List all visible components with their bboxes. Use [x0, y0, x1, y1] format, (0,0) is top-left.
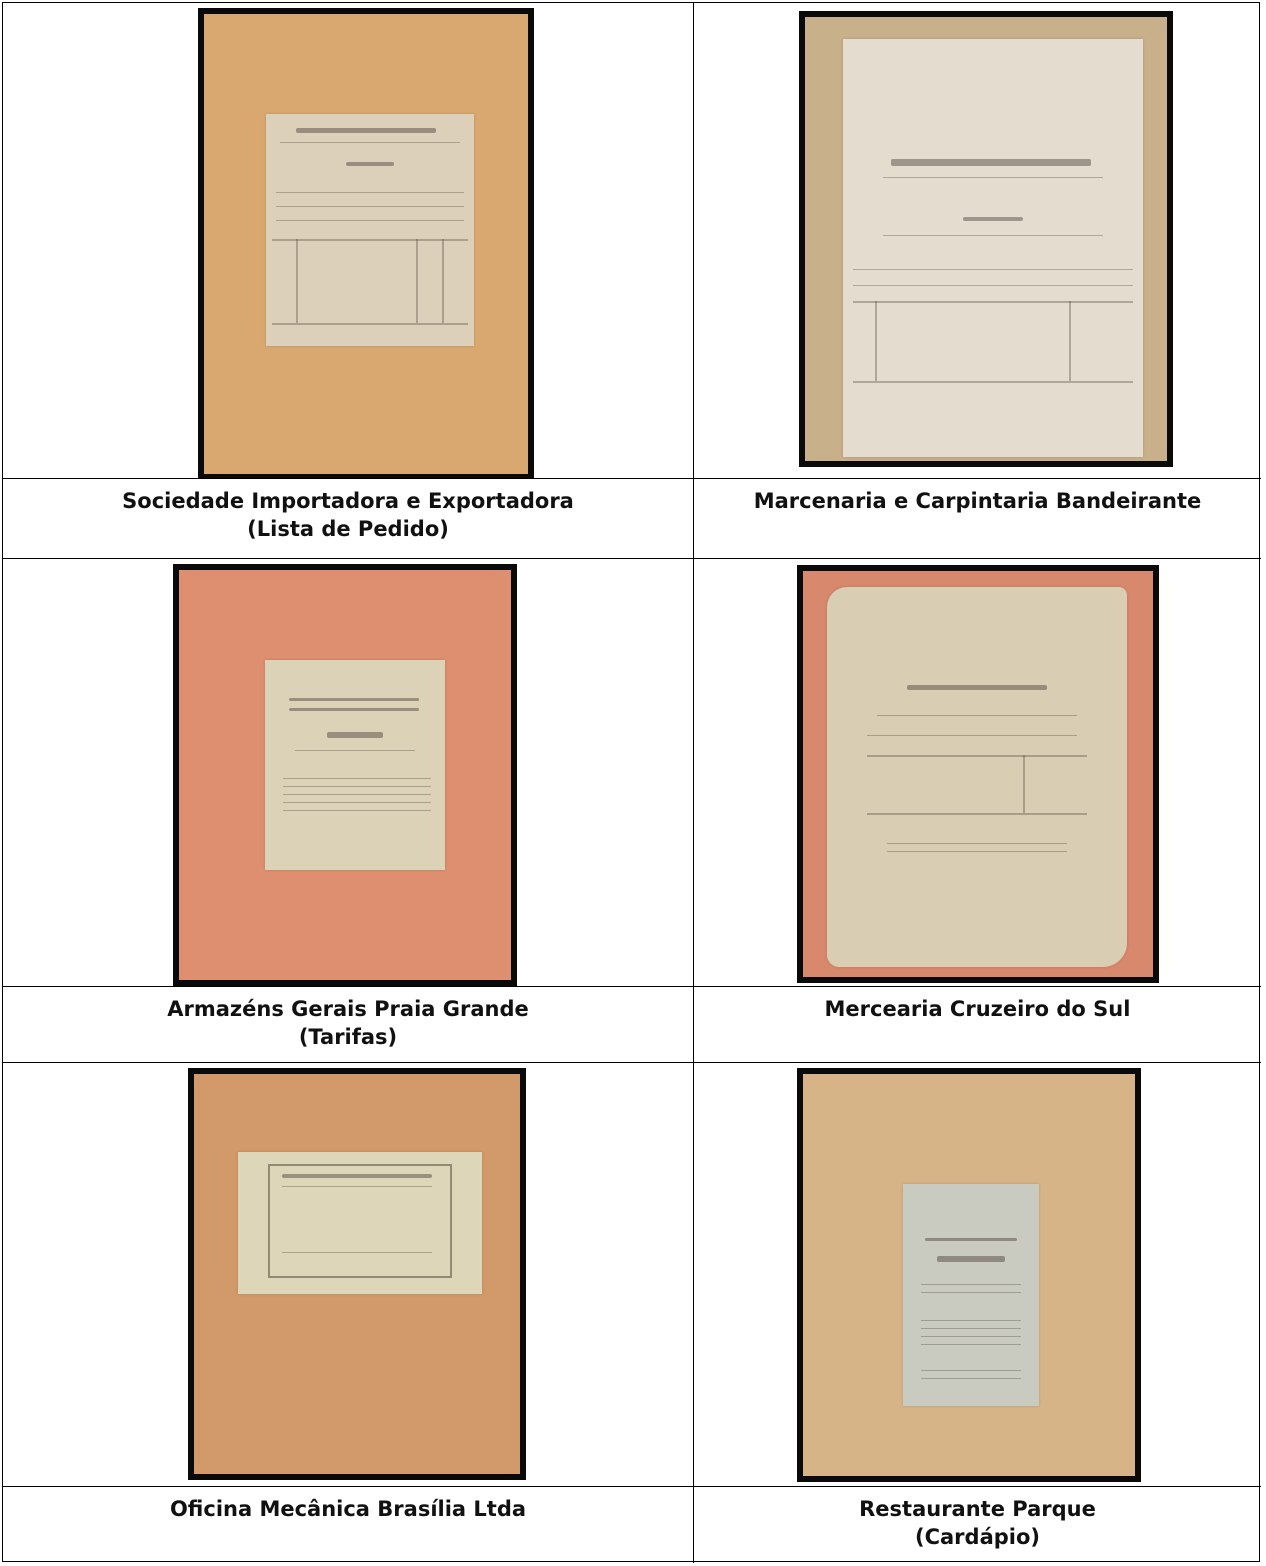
caption-title: Sociedade Importadora e Exportadora — [122, 489, 574, 513]
document-photo-4 — [797, 565, 1159, 983]
caption-subtitle: (Tarifas) — [298, 1025, 398, 1049]
caption-cell-1 — [3, 479, 694, 559]
document-photo-1 — [198, 8, 534, 479]
order-form-sheet — [266, 114, 474, 346]
photo-cell-4 — [694, 559, 1261, 987]
workshop-label-sheet — [238, 1152, 482, 1294]
document-photo-2 — [799, 11, 1173, 467]
document-photo-6 — [797, 1068, 1141, 1482]
grocery-receipt-sheet — [827, 587, 1127, 967]
photo-cell-3 — [3, 559, 694, 987]
caption-cell-5 — [3, 1487, 694, 1563]
caption-title: Marcenaria e Carpintaria Bandeirante — [753, 489, 1202, 513]
caption-cell-6 — [694, 1487, 1261, 1563]
photo-cell-1 — [3, 3, 694, 479]
menu-sheet — [903, 1184, 1039, 1406]
caption-title: Oficina Mecânica Brasília Ltda — [169, 1497, 527, 1521]
photo-cell-6 — [694, 1063, 1261, 1487]
caption-title: Armazéns Gerais Praia Grande — [167, 997, 529, 1021]
tariff-sheet — [265, 660, 445, 870]
caption-subtitle: (Cardápio) — [915, 1525, 1040, 1549]
document-photo-3 — [173, 564, 517, 986]
photo-cell-5 — [3, 1063, 694, 1487]
caption-subtitle: (Lista de Pedido) — [247, 517, 449, 541]
document-photo-5 — [188, 1068, 526, 1480]
catalog-table — [2, 2, 1260, 1562]
caption-cell-2 — [694, 479, 1261, 559]
caption-cell-4 — [694, 987, 1261, 1063]
carpentry-invoice-sheet — [843, 39, 1143, 457]
photo-cell-2 — [694, 3, 1261, 479]
caption-cell-3 — [3, 987, 694, 1063]
caption-title: Restaurante Parque — [859, 1497, 1096, 1521]
caption-title: Mercearia Cruzeiro do Sul — [824, 997, 1131, 1021]
